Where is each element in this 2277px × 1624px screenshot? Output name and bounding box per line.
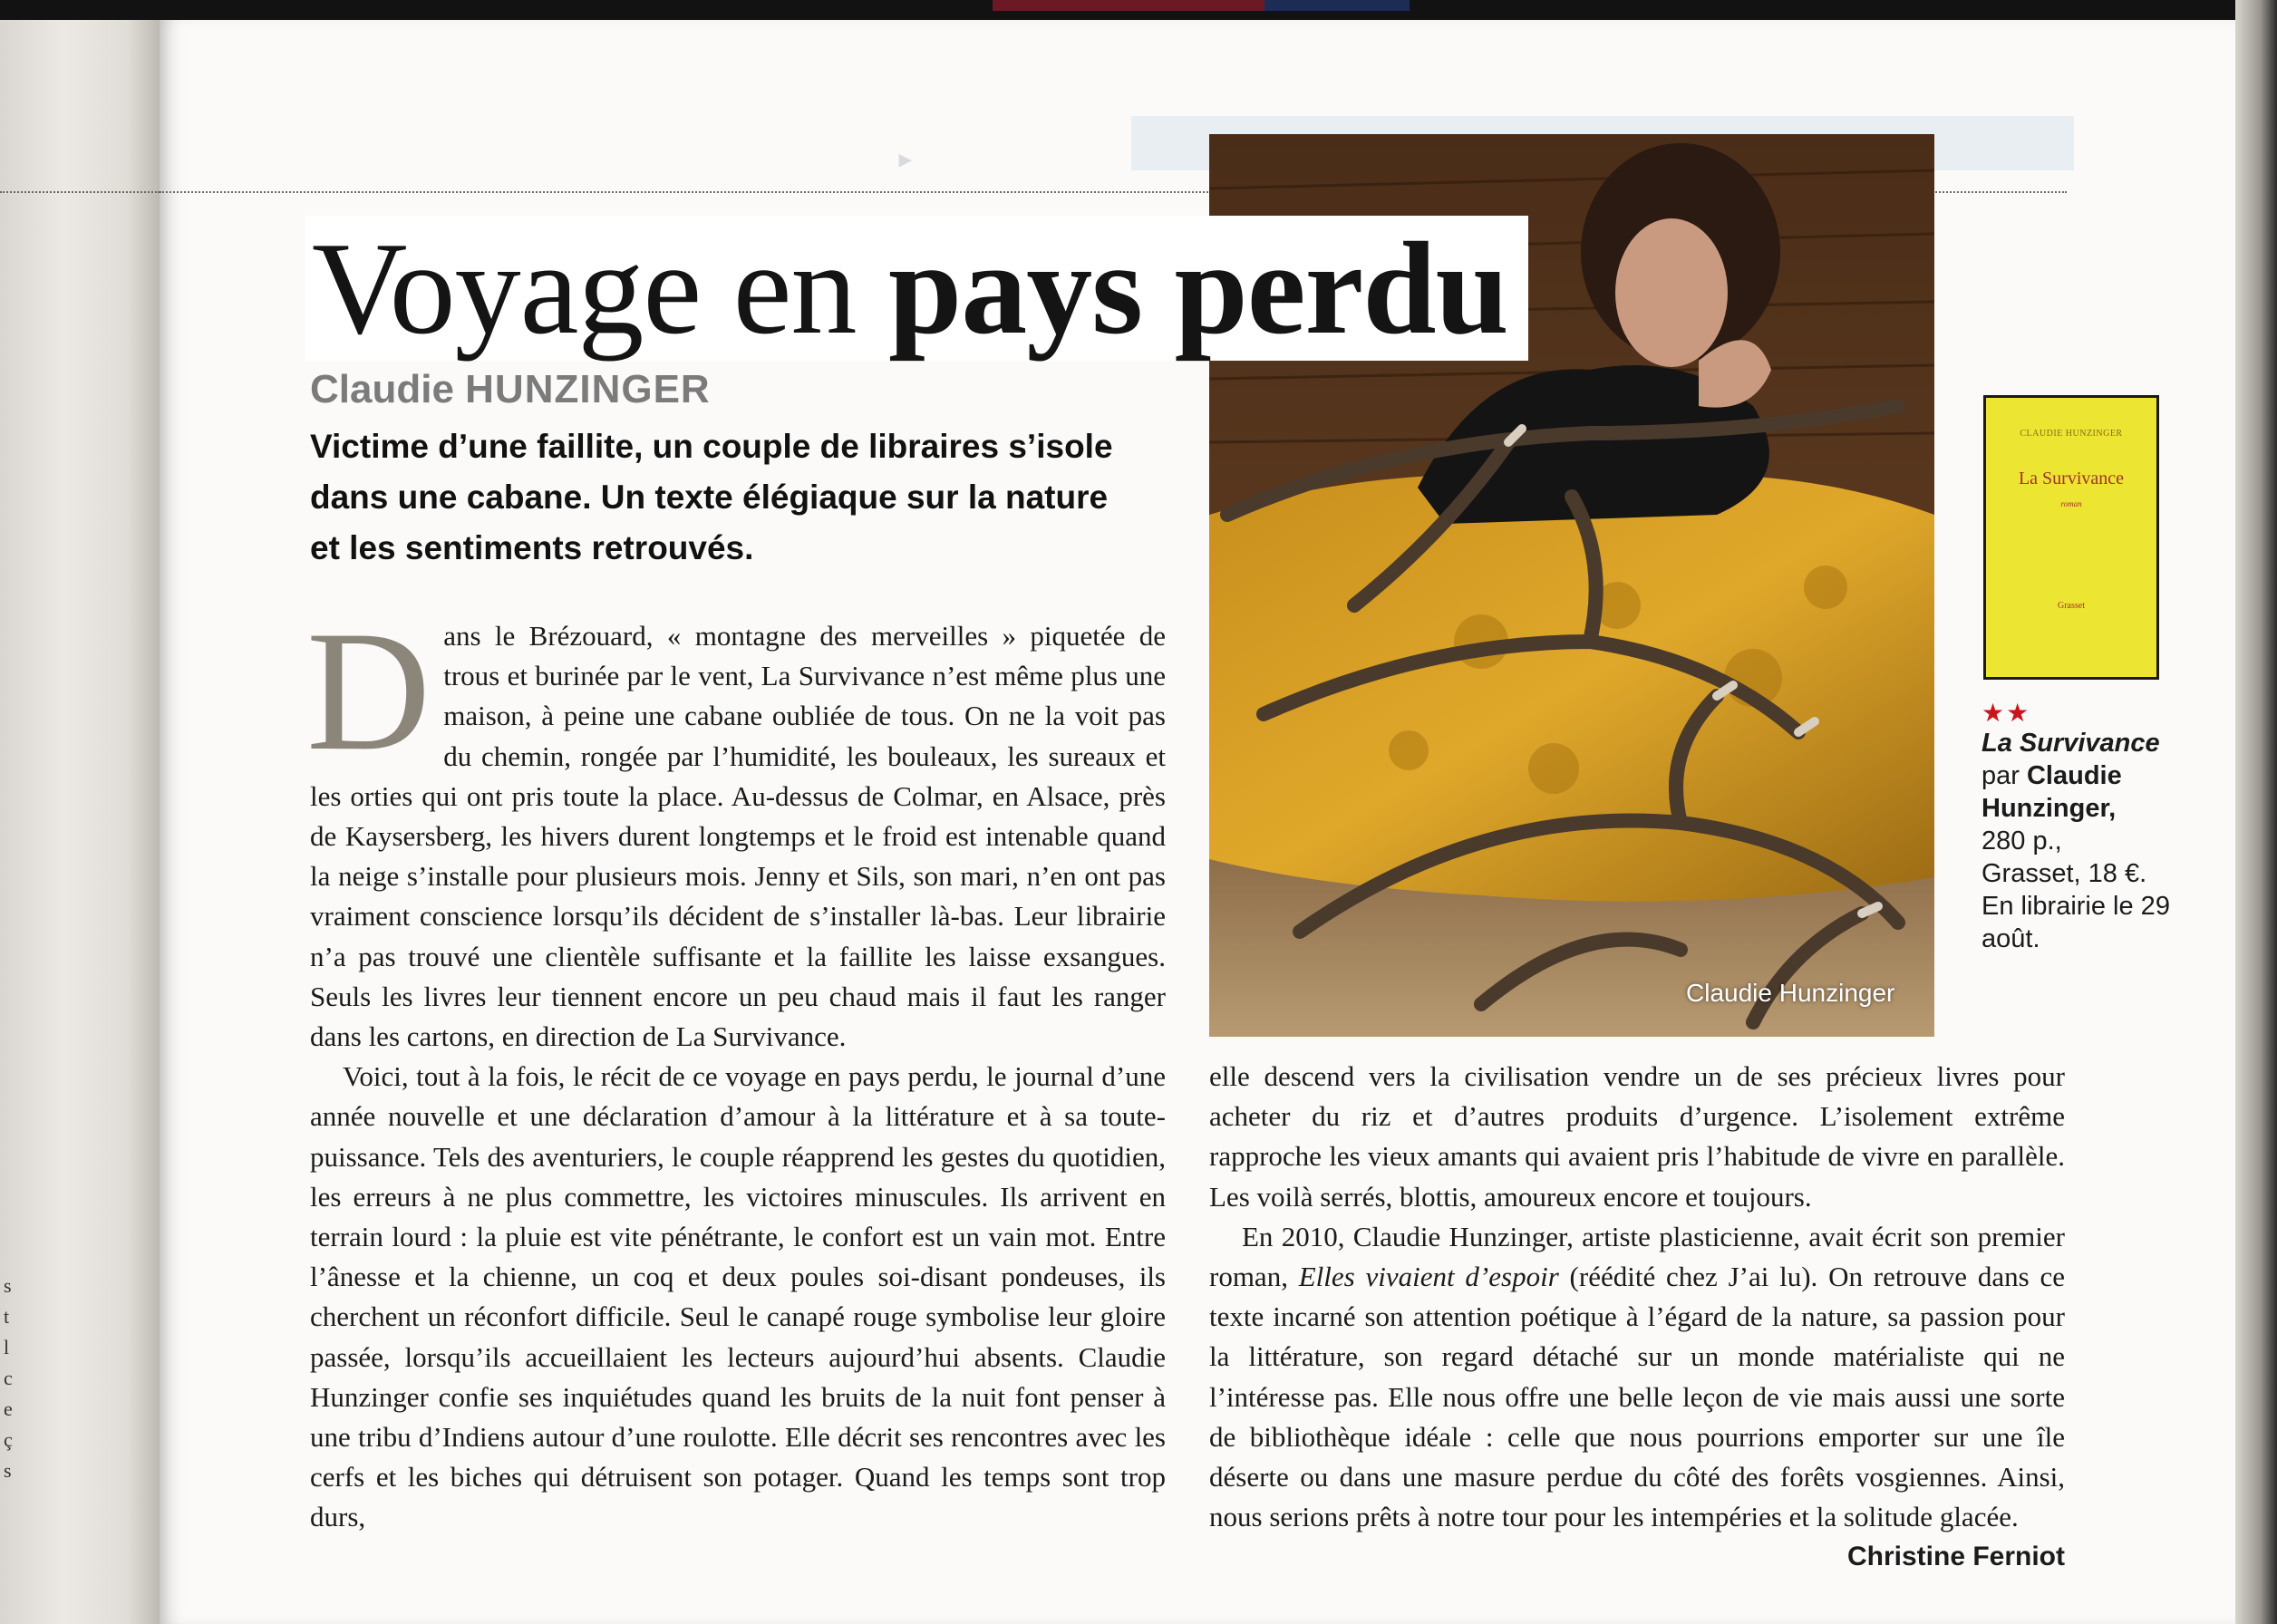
cover-title: La Survivance xyxy=(2018,469,2125,488)
paragraph-text: En 2010, Claudie Hunzinger, artiste plasticienne, avait écrit son premier roman, xyxy=(1209,1220,2065,1293)
paragraph-text: ans le Brézouard, « montagne des merveilles » piquetée de trous et burinée par le vent, La Survivance n’est même plus une maison, à peine une cabane oubliée de tous. On ne la voit pas du chemin, rongée par l’humidité, les bouleaux, les sureaux et les orties qui ont pris toute la place. Au-dessus de Colmar, en Alsace, près de Kaysersberg, les hivers durent longtemps et le froid est intenable quand la neige s’installe pour plusieurs mois. Jenny et Sils, son mari, n’en ont pas vraiment conscience lorsqu’ils décident de s’installer là-bas. Leur librairie n’a pas trouvé une clientèle suffisante et la faillite les laisse exsangues. Seuls les livres leur tiennent encore un peu chaud mais il faut les ranger dans les cartons, en direction de La Survivance. xyxy=(310,620,1166,1053)
previous-page-margin xyxy=(0,20,160,1624)
book-by: par xyxy=(1981,761,2027,790)
book-title: La Survivance xyxy=(1981,729,2160,758)
photo-caption: Claudie Hunzinger xyxy=(1686,979,1895,1007)
book-publisher-price: Grasset, 18 €. xyxy=(1981,859,2147,888)
article-column-1 xyxy=(306,596,1166,1538)
headline-part-light: Voyage en xyxy=(312,215,889,362)
article-author xyxy=(310,367,711,412)
headline-part-bold: pays perdu xyxy=(888,215,1508,362)
paragraph-text: (réédité chez J’ai lu). On retrouve dans ce texte incarné son attention poétique à l’égard de la nature, sa passion pour la littérature, son regard détaché sur un monde matérialiste qui ne l’intéresse pas. Elle nous offre une belle leçon de vie mais aussi une sorte de bibliothèque idéale : celle que nous pourrions emporter sur une île déserte ou dans une masure perdue du côté des forêts vosgiennes. Ainsi, nous serions prêts à notre tour pour les intempéries et la solitude glacée. xyxy=(1209,1261,2065,1533)
cover-genre: roman xyxy=(2060,499,2082,508)
book-author-line xyxy=(1981,759,2190,825)
paragraph: Voici, tout à la fois, le récit de ce voyage en pays perdu, le journal d’une année nouvelle et une déclaration d’amour à la littérature et à sa toute-puissance. Tels des aventuriers, le couple réapprend les gestes du quotidien, les erreurs à ne plus commettre, les victoires minuscules. Ils arrivent en terrain lourd : la pluie est vite pénétrante, le confort est un vain mot. Entre l’ânesse et la chienne, un coq et deux poules soi-disant pondeuses, ils cherchent un réconfort difficile. Seul le canapé rouge symbolise leur gloire passée, lorsqu’ils accueillaient les lecteurs aujourd’hui absents. Claudie Hunzinger confie ses inquiétudes quand les bruits de la nuit font penser à une tribu d’Indiens autour d’une roulotte. Elle décrit ses rencontres avec les cerfs et les biches qui détruisent son potager. Quand les temps sont trop durs, xyxy=(310,1060,1166,1533)
page-edge-letters: s t l c e ç s xyxy=(4,1274,13,1482)
paragraph: elle descend vers la civilisation vendre un de ses précieux livres pour acheter du riz et d’autres produits d’urgence. L’isolement extrême rapproche les vieux amants qui avaient pris l’habitude de vivre en parallèle. Les voilà serrés, blottis, amoureux encore et toujours. xyxy=(1209,1060,2065,1213)
author-first-name: Claudie xyxy=(310,367,466,411)
book-cover xyxy=(1983,395,2159,680)
edge-color-band xyxy=(993,0,1264,11)
cover-author: CLAUDIE HUNZINGER xyxy=(2020,429,2123,439)
cover-publisher: Grasset xyxy=(2058,601,2085,611)
book-info xyxy=(1981,700,2190,955)
left-page-rule xyxy=(0,191,160,193)
article-signature: Christine Ferniot xyxy=(1846,1542,2065,1572)
book-title-reference: Elles vivaient d’espoir xyxy=(1298,1261,1559,1293)
book-author: Claudie Hunzinger, xyxy=(1981,761,2122,823)
book-availability: En librairie le 29 août. xyxy=(1981,892,2170,953)
paragraph xyxy=(1209,1217,2065,1572)
book-pages: 280 p., xyxy=(1981,826,2062,856)
article-headline xyxy=(305,216,1528,361)
show-through-text: ▸ xyxy=(899,145,913,172)
article-lede: Victime d’une faillite, un couple de libraires s’isole dans une cabane. Un texte élégiaque sur la nature et les sentiments retrouvés. xyxy=(310,428,1113,566)
edge-color-band xyxy=(1264,0,1410,11)
rating-stars: ★★ xyxy=(1981,699,2031,727)
article-column-2 xyxy=(1209,1057,2065,1578)
author-last-name: HUNZINGER xyxy=(465,367,711,411)
page-gutter-edge xyxy=(2235,0,2277,1624)
magazine-top-edge xyxy=(0,0,2277,20)
drop-cap: D xyxy=(306,596,431,787)
paragraph xyxy=(306,596,1166,1057)
